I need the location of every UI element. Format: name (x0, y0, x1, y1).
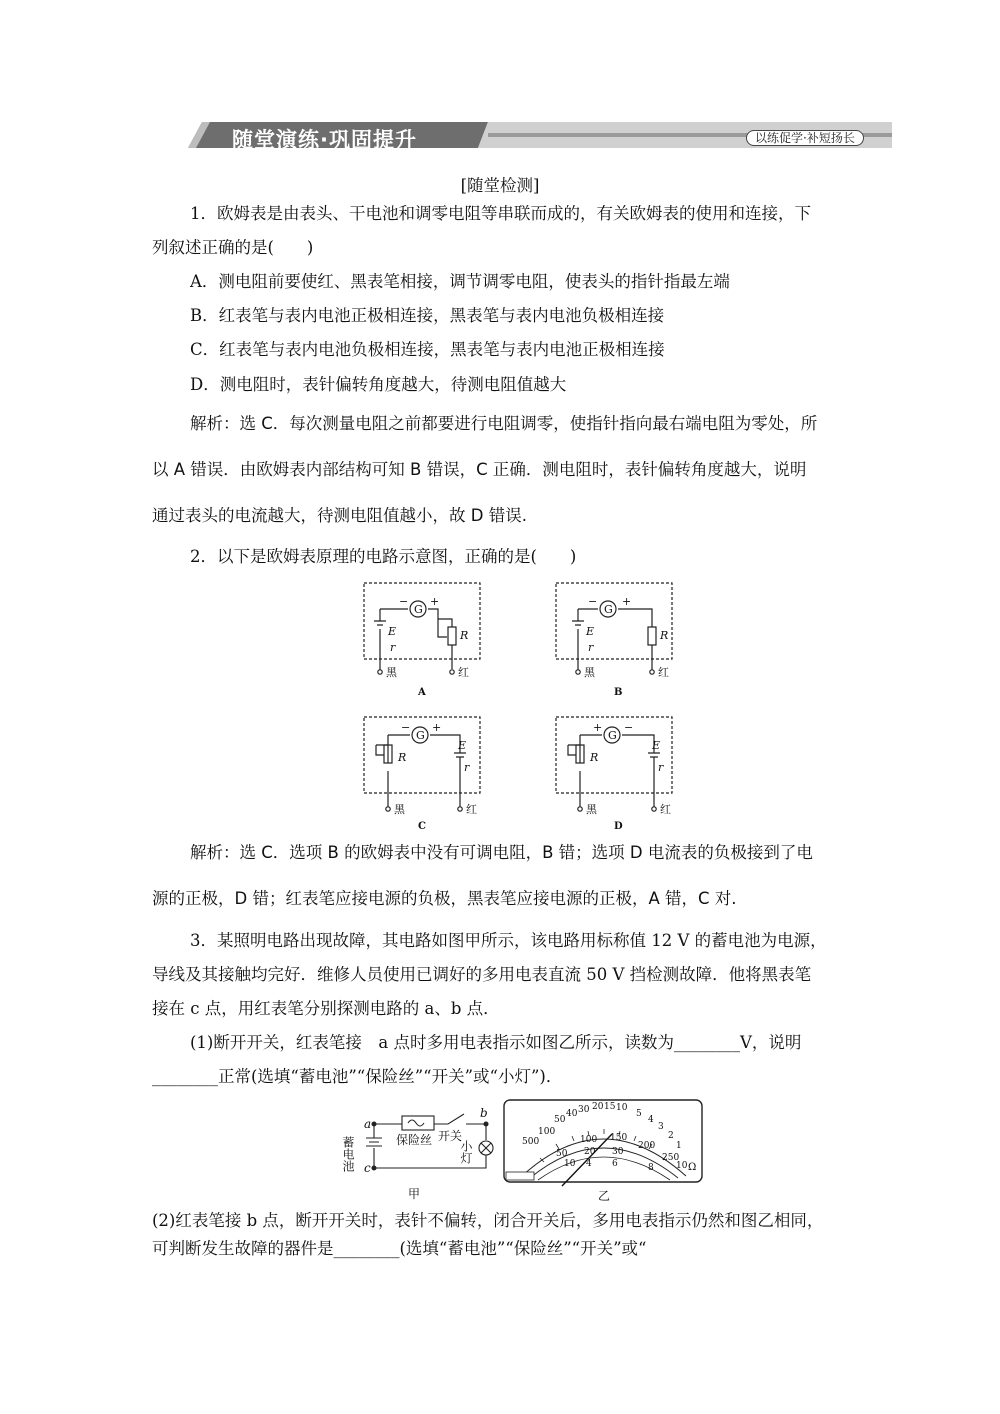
jia-point-a: a (364, 1117, 372, 1131)
ohm-tick-5: 5 (636, 1109, 642, 1119)
figure-yi-meter (500, 1096, 706, 1206)
circuit-d-g: G (608, 729, 617, 742)
circuit-d-plus: + (593, 721, 603, 734)
q1-analysis-line1: 解析：选 C．每次测量电阻之前都要进行电阻调零，使指针指向最右端电阻为零处，所 (190, 414, 818, 433)
q2-analysis-line1: 解析：选 C．选项 B 的欧姆表中没有可调电阻，B 错；选项 D 电流表的负极接到了电 (190, 843, 813, 862)
jia-point-c: c (364, 1161, 371, 1175)
ohm-tick-3: 3 (658, 1122, 664, 1132)
q1-analysis-line2: 以 A 错误．由欧姆表内部结构可知 B 错误，C 正确．测电阻时，表针偏转角度越大，说明 (152, 460, 807, 479)
ohm-tick-1: 1 (676, 1141, 682, 1151)
dc-tick-100: 100 (580, 1135, 598, 1145)
circuit-d-black: 黑 (586, 803, 597, 816)
circuit-a-label: A (418, 687, 426, 698)
circuit-c-label: C (418, 821, 426, 832)
circuit-c-red: 红 (466, 803, 477, 816)
circuit-a-resistor: R (460, 629, 469, 642)
ohm-tick-30: 30 (578, 1105, 590, 1115)
figure-jia-circuit (340, 1100, 500, 1200)
q2-analysis-line2: 源的正极，D 错；红表笔应接电源的负极，黑表笔应接电源的正极，A 错，C 对. (152, 889, 737, 908)
q1-option-b: B．红表笔与表内电池正极相连接，黑表笔与表内电池负极相连接 (190, 306, 665, 325)
q3-stem-line1: 3．某照明电路出现故障，其电路如图甲所示，该电路用标称值 12 V 的蓄电池为电源， (190, 931, 827, 950)
q1-analysis-line3: 通过表头的电流越大，待测电阻值越小，故 D 错误. (152, 506, 527, 525)
low-tick-10: 10 (564, 1159, 576, 1169)
q1-stem-line1: 1．欧姆表是由表头、干电池和调零电阻等串联而成的，有关欧姆表的使用和连接，下 (190, 204, 811, 223)
circuit-c-black: 黑 (394, 803, 405, 816)
low-tick-30: 30 (612, 1147, 624, 1157)
small-tick-8: 8 (648, 1163, 654, 1173)
circuit-b-e: E (586, 625, 595, 638)
ohm-tick-50: 50 (554, 1115, 566, 1125)
circuit-c-resistor: R (398, 751, 407, 764)
q3-sub1-line1: (1)断开开关，红表笔接 a 点时多用电表指示如图乙所示，读数为________V，说明 (190, 1033, 802, 1052)
low-tick-20: 20 (584, 1147, 596, 1157)
circuit-b-minus: − (588, 595, 598, 608)
q1-option-a: A．测电阻前要使红、黑表笔相接，调节调零电阻，使表头的指针指最左端 (190, 272, 730, 291)
dc-tick-50: 50 (556, 1149, 568, 1159)
circuit-a-minus: − (399, 595, 409, 608)
circuit-b-r: r (588, 641, 594, 654)
q1-option-d: D．测电阻时，表针偏转角度越大，待测电阻值越大 (190, 375, 567, 394)
q3-sub2-line2: 可判断发生故障的器件是________(选填“蓄电池”“保险丝”“开关”或“ (152, 1239, 647, 1258)
q3-sub1-line2: ________正常(选填“蓄电池”“保险丝”“开关”或“小灯”)． (152, 1067, 563, 1086)
small-tick-6: 6 (612, 1159, 618, 1169)
jia-point-b: b (480, 1106, 488, 1120)
ohmmeter-circuits-figure (352, 575, 692, 835)
circuit-d-r: r (658, 761, 664, 774)
circuit-a-black: 黑 (386, 666, 397, 679)
circuit-b-plus: + (622, 595, 632, 608)
circuit-a-red: 红 (458, 666, 469, 679)
circuit-b-g: G (604, 603, 613, 616)
banner-tag: 以练促学·补短扬长 (746, 130, 864, 146)
circuit-d-minus: − (624, 721, 634, 734)
circuit-c-plus: + (432, 721, 442, 734)
circuit-c-e: E (458, 739, 467, 752)
q1-option-c: C．红表笔与表内电池负极相连接，黑表笔与表内电池正极相连接 (190, 340, 665, 359)
circuit-c-minus: − (401, 721, 411, 734)
q3-stem-line2: 导线及其接触均完好．维修人员使用已调好的多用电表直流 50 V 挡检测故障．他将黑表笔 (152, 965, 812, 984)
meter-omega: Ω (688, 1162, 697, 1173)
circuit-d-red: 红 (660, 803, 671, 816)
circuit-a-r: r (390, 641, 396, 654)
jia-lamp-label: 小灯 (459, 1140, 473, 1164)
ohm-tick-20: 20 (592, 1102, 604, 1112)
circuit-c-r: r (464, 761, 470, 774)
circuit-a-plus: + (430, 595, 440, 608)
ohm-tick-100: 100 (538, 1127, 556, 1137)
circuit-a-g: G (414, 603, 423, 616)
ohm-tick-40: 40 (566, 1109, 578, 1119)
q3-stem-line3: 接在 c 点，用红表笔分别探测电路的 a、b 点． (152, 999, 500, 1018)
ohm-tick-500: 500 (522, 1137, 540, 1147)
dc-tick-250: 250 (662, 1153, 680, 1163)
circuit-d-label: D (614, 821, 623, 832)
yi-caption: 乙 (598, 1189, 611, 1203)
ohm-tick-10: 10 (616, 1103, 628, 1113)
ohm-tick-2: 2 (668, 1131, 674, 1141)
dc-tick-200: 200 (638, 1141, 656, 1151)
dc-tick-150: 150 (610, 1133, 628, 1143)
circuit-b-resistor: R (660, 629, 669, 642)
q1-stem-line2: 列叙述正确的是( ) (152, 238, 314, 257)
jia-switch-label: 开关 (438, 1129, 463, 1143)
ohm-tick-4: 4 (648, 1115, 654, 1125)
small-tick-10: 10 (676, 1161, 688, 1171)
ohm-tick-15: 15 (604, 1102, 616, 1112)
jia-caption: 甲 (408, 1187, 421, 1200)
section-title: [随堂检测] (460, 176, 540, 195)
circuit-d-resistor: R (590, 751, 599, 764)
banner-title: 随堂演练·巩固提升 (232, 128, 417, 152)
q3-sub2-line1: (2)红表笔接 b 点，断开开关时，表针不偏转，闭合开关后，多用电表指示仍然和图乙相同， (152, 1211, 824, 1230)
circuit-b-red: 红 (658, 666, 669, 679)
circuit-d-e: E (652, 739, 661, 752)
circuit-a-e: E (388, 625, 397, 638)
small-tick-4: 4 (586, 1159, 592, 1169)
jia-battery-label: 蓄电池 (341, 1136, 355, 1172)
q2-stem: 2．以下是欧姆表原理的电路示意图，正确的是( ) (190, 547, 577, 566)
jia-fuse-label: 保险丝 (396, 1133, 433, 1147)
circuit-c-g: G (416, 729, 425, 742)
circuit-b-label: B (614, 687, 623, 698)
circuit-b-black: 黑 (584, 666, 595, 679)
